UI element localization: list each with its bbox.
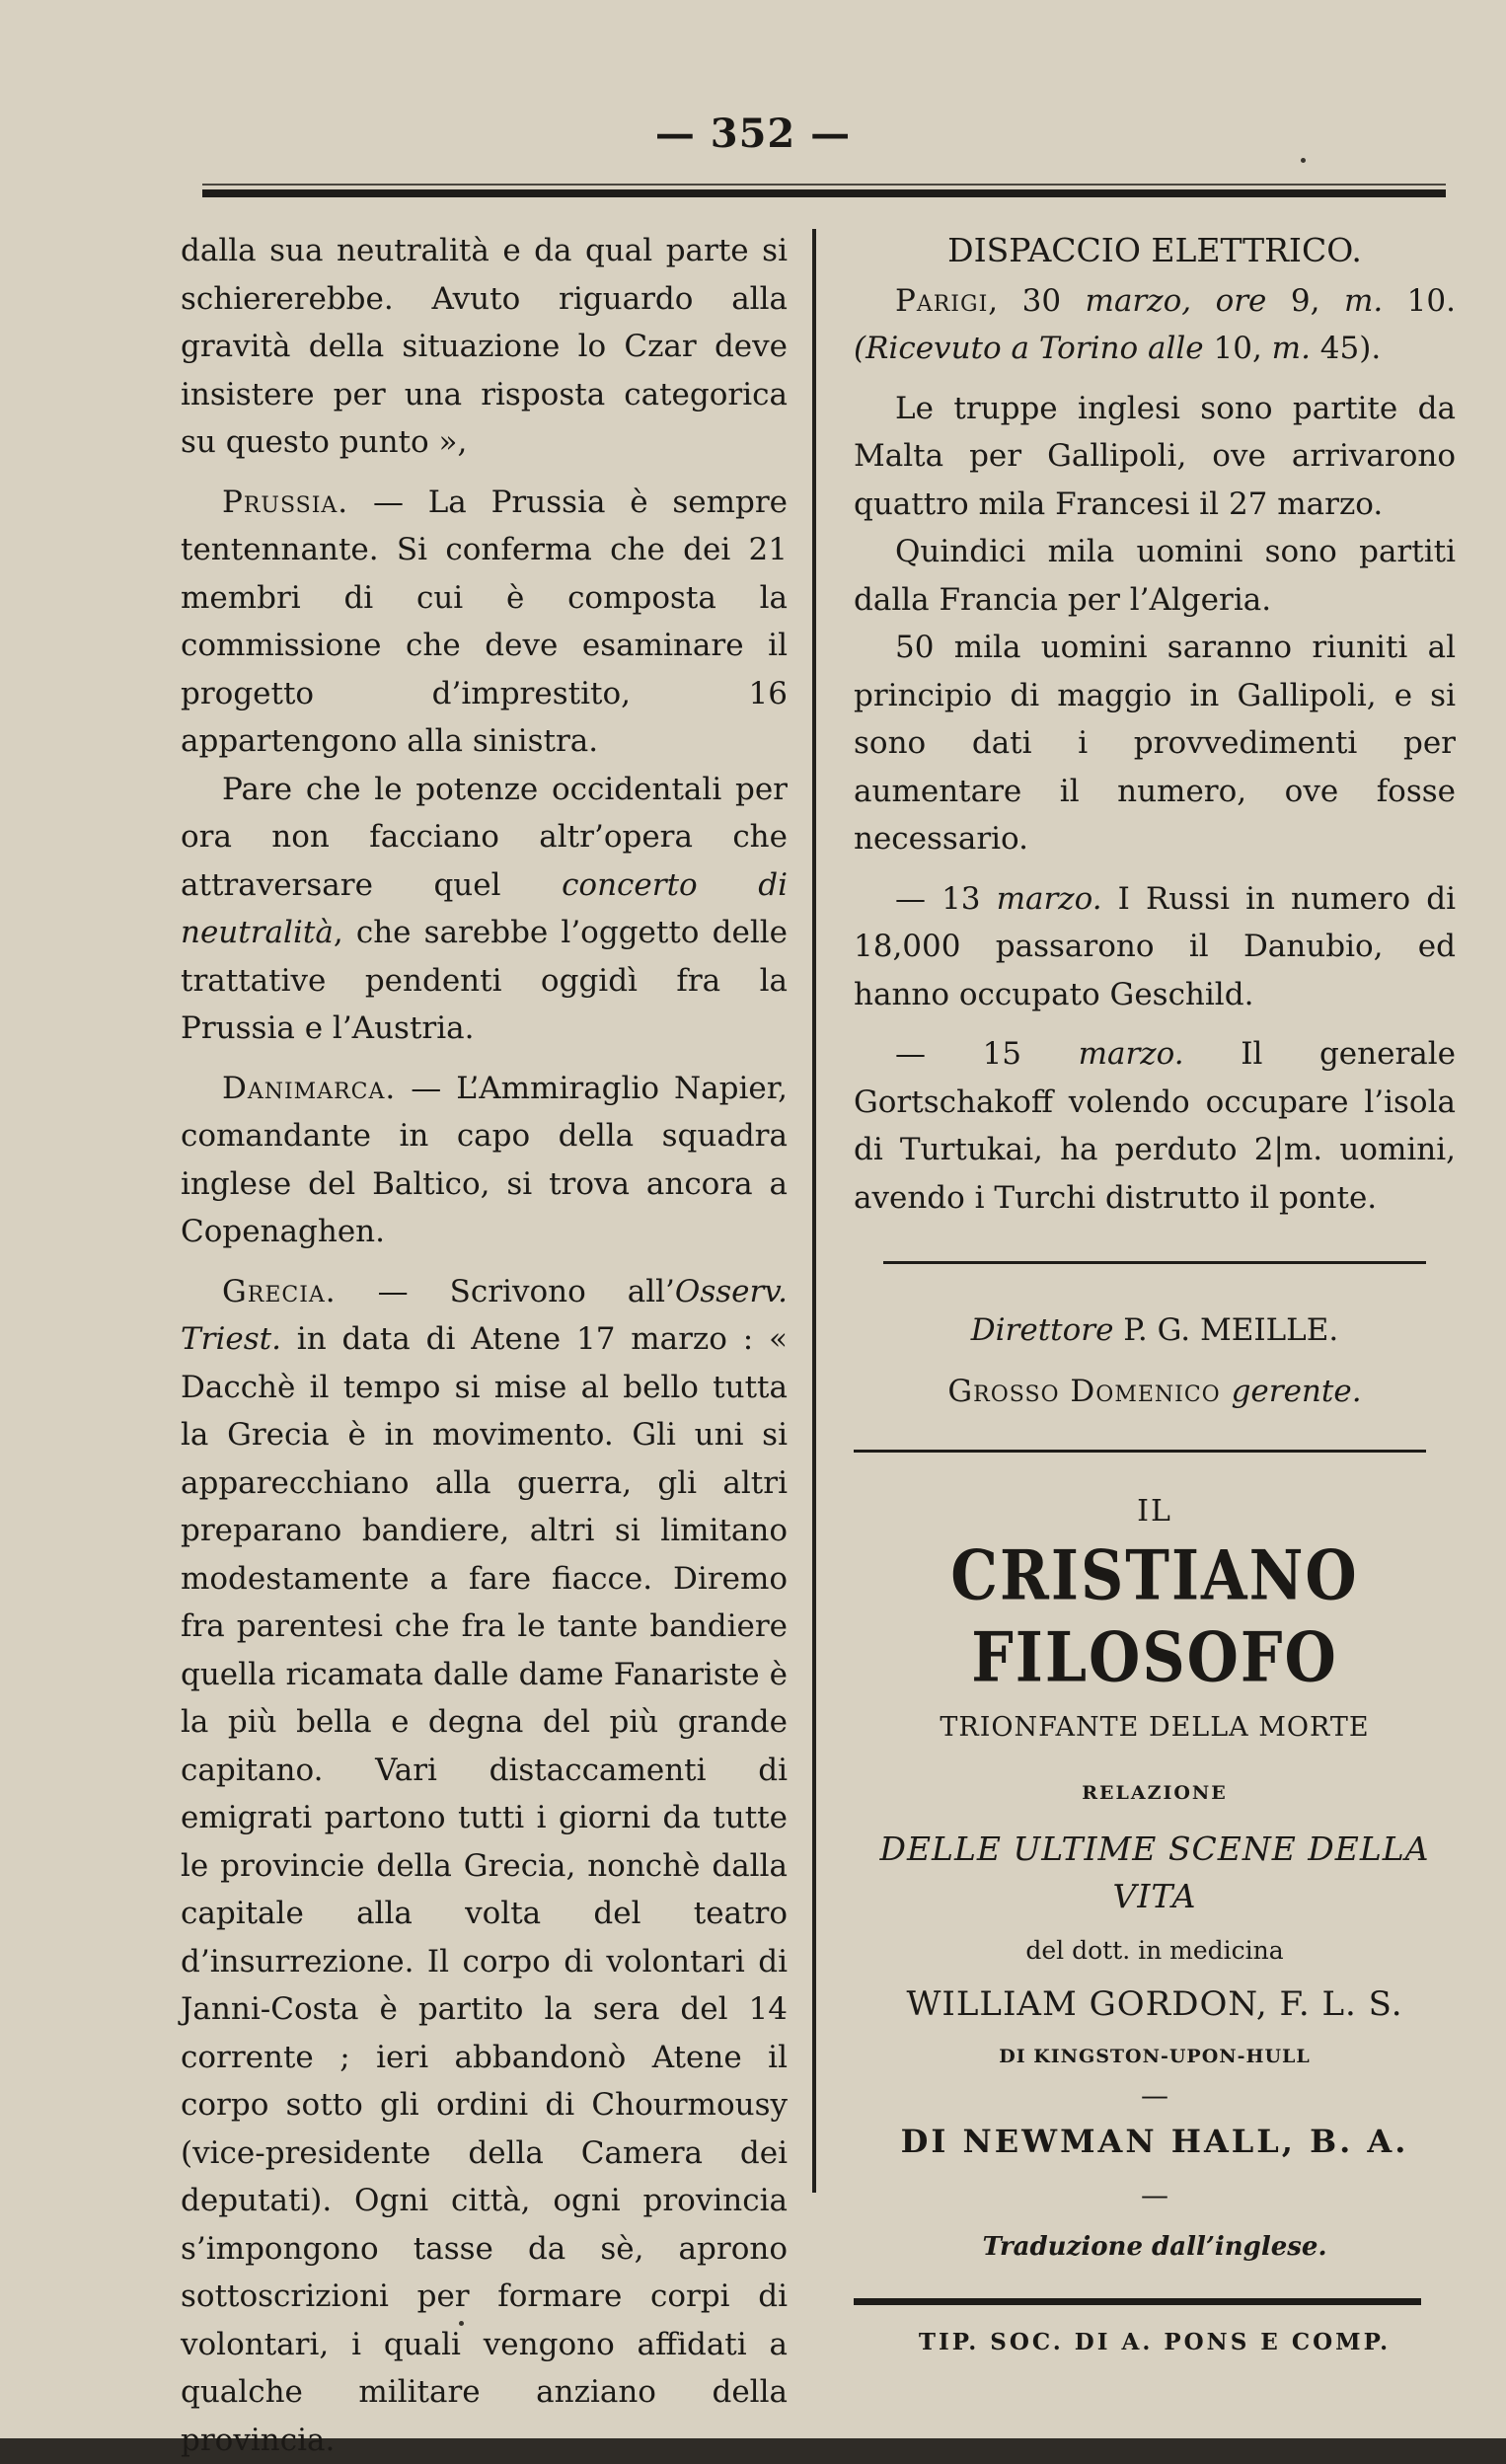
dispatch-date-b: 9,: [1266, 283, 1344, 319]
right-column: [854, 227, 1456, 2367]
printer-line: TIP. SOC. DI A. PONS E COMP.: [854, 2319, 1456, 2367]
paper-speck: [459, 2321, 464, 2326]
dispatch-date-it4: m.: [1272, 331, 1311, 366]
dispatch-p4-italic: marzo.: [997, 881, 1102, 917]
header-thin-rule: [202, 184, 1446, 186]
header-rule: [202, 189, 1446, 197]
dispatch-date-d: 10,: [1204, 331, 1272, 366]
director-label: Direttore: [971, 1312, 1114, 1348]
dispatch-title: DISPACCIO ELETTRICO.: [854, 227, 1456, 275]
greece-text-a: — Scrivono all’: [337, 1274, 675, 1309]
dispatch-city: Parigi: [895, 283, 988, 319]
dispatch-paragraph-4: [854, 875, 1456, 1019]
paragraph-greece: [181, 1268, 788, 2464]
dispatch-p4-b: I Russi in numero di 18,000 passarono il Danubio, ed hanno occupato Geschild.: [854, 881, 1456, 1012]
advert-place: DI KINGSTON-UPON-HULL: [854, 2033, 1456, 2081]
page-number: — 352 —: [0, 111, 1506, 157]
paragraph-denmark: [181, 1065, 788, 1256]
section-rule: [883, 1261, 1426, 1264]
advert-relazione: RELAZIONE: [854, 1769, 1456, 1818]
book-advertisement: [854, 1488, 1456, 2271]
dispatch-p5-b: Il generale Gortschakoff volendo occupare l’isola di Turtukai, ha perduto 2|m. uomini, avendo i Turchi distrutto il ponte.: [854, 1036, 1456, 1216]
advert-author: WILLIAM GORDON, F. L. S.: [854, 1980, 1456, 2029]
prussia-text: — La Prussia è sempre tentennante. Si conferma che dei 21 membri di cui è composta la commissione che deve esaminare il progetto d’imprestito, 16 appartengono alla sinistra.: [181, 485, 788, 760]
dispatch-dateline: [854, 277, 1456, 373]
dispatch-paragraph-1: Le truppe inglesi sono partite da Malta per Gallipoli, ove arrivarono quattro mila Francesi il 27 marzo.: [854, 385, 1456, 529]
paper-speck: [1301, 158, 1306, 163]
dispatch-date-e: 45).: [1311, 331, 1381, 366]
advert-dash-1: —: [854, 2080, 1456, 2112]
advert-translation: Traduzione dall’inglese.: [854, 2223, 1456, 2272]
section-head-prussia: Prussia.: [222, 485, 348, 520]
neutrality-text-a: Pare che le potenze occidentali per ora non facciano altr’opera che attraversare quel: [181, 772, 788, 903]
advert-title: CRISTIANO FILOSOFO: [854, 1535, 1456, 1699]
manager-label: gerente.: [1232, 1374, 1362, 1409]
director-name: P. G. MEILLE.: [1113, 1312, 1338, 1348]
paragraph-prussia: [181, 479, 788, 766]
manager-name: Grosso Domenico: [947, 1374, 1231, 1409]
column-divider: [812, 229, 816, 2193]
greece-text-b: in data di Atene 17 marzo : « Dacchè il tempo si mise al bello tutta la Grecia è in movimento. Gli uni si apparecchiano alla guerra, gli altri preparano bandiere, altri si limitano modestamente a fare fiacce. Diremo fra parentesi che fra le tante bandiere quella ricamata dalle dame Fanariste è la più bella e degna del più grande capitano. Vari distaccamenti di emigrati partono tutti i giorni da tutte le provincie della Grecia, nonchè dalla capitale alla volta del teatro d’insurrezione. Il corpo di volontari di Janni-Costa è partito la sera del 14 corrente ; ieri abbandonò Atene il corpo sotto gli ordini di Chourmousy (vice-presidente della Camera dei deputati). Ogni città, ogni provincia s’impongono tasse da sè, aprono sottoscrizioni per formare corpi di volontari, i quali vengono affidati a qualche militare anziano della provincia.: [181, 1321, 788, 2458]
advert-il: IL: [854, 1488, 1456, 1536]
dispatch-p4-a: — 13: [895, 881, 997, 917]
paragraph-neutrality: [181, 766, 788, 1053]
director-line: [854, 1300, 1456, 1361]
advert-scenes: DELLE ULTIME SCENE DELLA VITA: [854, 1826, 1456, 1921]
dispatch-date-it2: m.: [1344, 283, 1383, 319]
dispatch-p5-a: — 15: [895, 1036, 1079, 1072]
dispatch-paragraph-2: Quindici mila uomini sono partiti dalla Francia per l’Algeria.: [854, 528, 1456, 624]
neutrality-italic: concerto di neutralità: [181, 867, 788, 951]
dispatch-date-c: 10.: [1383, 283, 1456, 319]
advert-dash-2: —: [854, 2180, 1456, 2211]
dispatch-paragraph-5: [854, 1030, 1456, 1222]
neutrality-text-b: , che sarebbe l’oggetto delle trattative pendenti oggidì fra la Prussia e l’Austria.: [181, 915, 788, 1046]
dispatch-date-it1: marzo, ore: [1086, 283, 1267, 319]
dispatch-paragraph-3: 50 mila uomini saranno riuniti al principio di maggio in Gallipoli, e si sono dati i provvedimenti per aumentare il numero, ove fosse necessario.: [854, 624, 1456, 863]
advert-subtitle: TRIONFANTE DELLA MORTE: [854, 1704, 1456, 1753]
dispatch-p5-italic: marzo.: [1079, 1036, 1184, 1072]
printer-rule: [854, 2298, 1421, 2305]
manager-line: [854, 1361, 1456, 1422]
dispatch-date-it3: (Ricevuto a Torino alle: [854, 331, 1204, 366]
dispatch-date-a: , 30: [988, 283, 1085, 319]
paragraph-russia-continued: dalla sua neutralità e da qual parte si schiererebbe. Avuto riguardo alla gravità della situazione lo Czar deve insistere per una risposta categorica su questo punto »,: [181, 227, 788, 467]
left-column: [181, 227, 788, 2464]
section-head-greece: Grecia.: [222, 1274, 337, 1309]
greece-italic-source: Osserv. Triest.: [181, 1274, 788, 1358]
advert-translator: DI NEWMAN HALL, B. A.: [854, 2118, 1456, 2166]
advert-rule: [854, 1450, 1426, 1453]
section-head-denmark: Danimarca.: [222, 1071, 396, 1106]
denmark-text: — L’Ammiraglio Napier, comandante in capo della squadra inglese del Baltico, si trova ancora a Copenaghen.: [181, 1071, 788, 1250]
advert-del-dott: del dott. in medicina: [854, 1927, 1456, 1976]
